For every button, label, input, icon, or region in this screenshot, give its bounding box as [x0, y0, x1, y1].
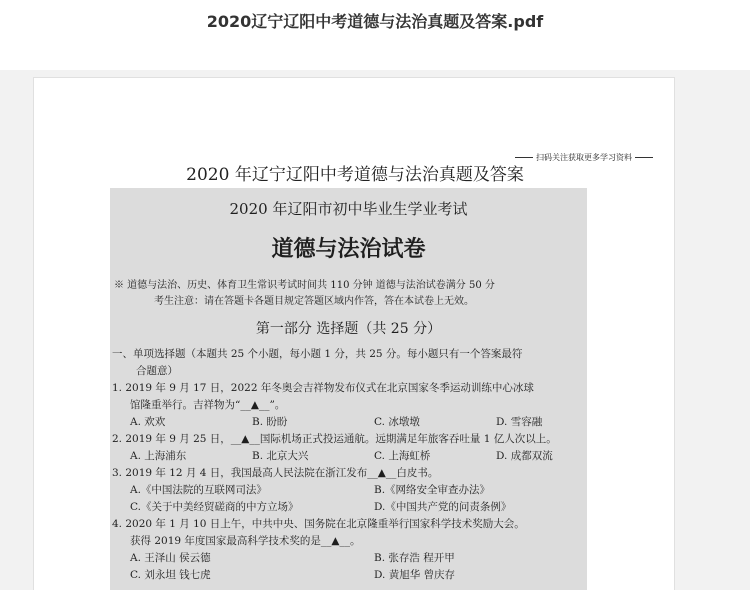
- section-line-2: 合题意）: [136, 365, 178, 377]
- q1-line-1: 1. 2019 年 9 月 17 日，2022 年冬奥会吉祥物发布仪式在北京国家冬季运动训练中心冰球: [112, 382, 534, 394]
- q3-option-b: B.《网络安全审查办法》: [374, 484, 491, 496]
- q4-line-1: 4. 2020 年 1 月 10 日上午，中共中央、国务院在北京隆重举行国家科学技术奖励大会。: [112, 518, 525, 530]
- q2-option-a: A. 上海浦东: [130, 450, 187, 462]
- q3-option-a: A.《中国法院的互联网司法》: [130, 484, 267, 496]
- document-header: [0, 0, 750, 70]
- q1-line-2: 馆隆重举行。吉祥物为“__▲__”。: [130, 399, 286, 411]
- document-title: 2020辽宁辽阳中考道德与法治真题及答案.pdf: [206, 12, 544, 31]
- scanned-exam-image: [110, 188, 587, 590]
- q2-option-b: B. 北京大兴: [252, 450, 309, 462]
- subject-title: 道德与法治试卷: [271, 236, 426, 262]
- section-line-1: 一、单项选择题（本题共 25 个小题，每小题 1 分，共 25 分。每小题只有一个答案最符: [112, 348, 523, 360]
- dash-right: [635, 157, 653, 158]
- q4-option-a: A. 王泽山 侯云德: [130, 552, 211, 564]
- q4-line-2: 获得 2019 年度国家最高科学技术奖的是__▲__。: [130, 535, 361, 547]
- page-heading: 2020 年辽宁辽阳中考道德与法治真题及答案: [186, 165, 524, 185]
- q4-option-d: D. 黄旭华 曾庆存: [374, 569, 456, 581]
- q4-option-c: C. 刘永坦 钱七虎: [130, 569, 211, 581]
- q1-option-b: B. 盼盼: [252, 416, 288, 428]
- part-title: 第一部分 选择题（共 25 分）: [255, 321, 442, 337]
- exam-title: 2020 年辽阳市初中毕业生学业考试: [229, 200, 468, 218]
- q3-line-1: 3. 2019 年 12 月 4 日，我国最高人民法院在浙江发布__▲__白皮书。: [112, 467, 439, 479]
- q2-line-1: 2. 2019 年 9 月 25 日，__▲__国际机场正式投运通航。远期满足年旅客吞吐量 1 亿人次以上。: [112, 433, 557, 445]
- notice-line-2: 考生注意：请在答题卡各题目规定答题区域内作答，答在本试卷上无效。: [154, 296, 474, 307]
- pdf-page[interactable]: [33, 77, 675, 590]
- q1-option-c: C. 冰墩墩: [374, 416, 420, 428]
- notice-line-1: ※ 道德与法治、历史、体育卫生常识考试时间共 110 分钟 道德与法治试卷满分 50 分: [114, 280, 495, 291]
- q2-option-c: C. 上海虹桥: [374, 450, 431, 462]
- dash-left: [515, 157, 533, 158]
- q2-option-d: D. 成都双流: [496, 450, 553, 462]
- q1-option-a: A. 欢欢: [130, 416, 166, 428]
- q3-option-d: D.《中国共产党的问责条例》: [374, 501, 512, 513]
- q3-option-c: C.《关于中美经贸磋商的中方立场》: [130, 501, 299, 513]
- q1-option-d: D. 雪容融: [496, 416, 543, 428]
- q4-option-b: B. 张存浩 程开甲: [374, 552, 455, 564]
- qr-note-text: 扫码关注获取更多学习资料: [536, 153, 632, 162]
